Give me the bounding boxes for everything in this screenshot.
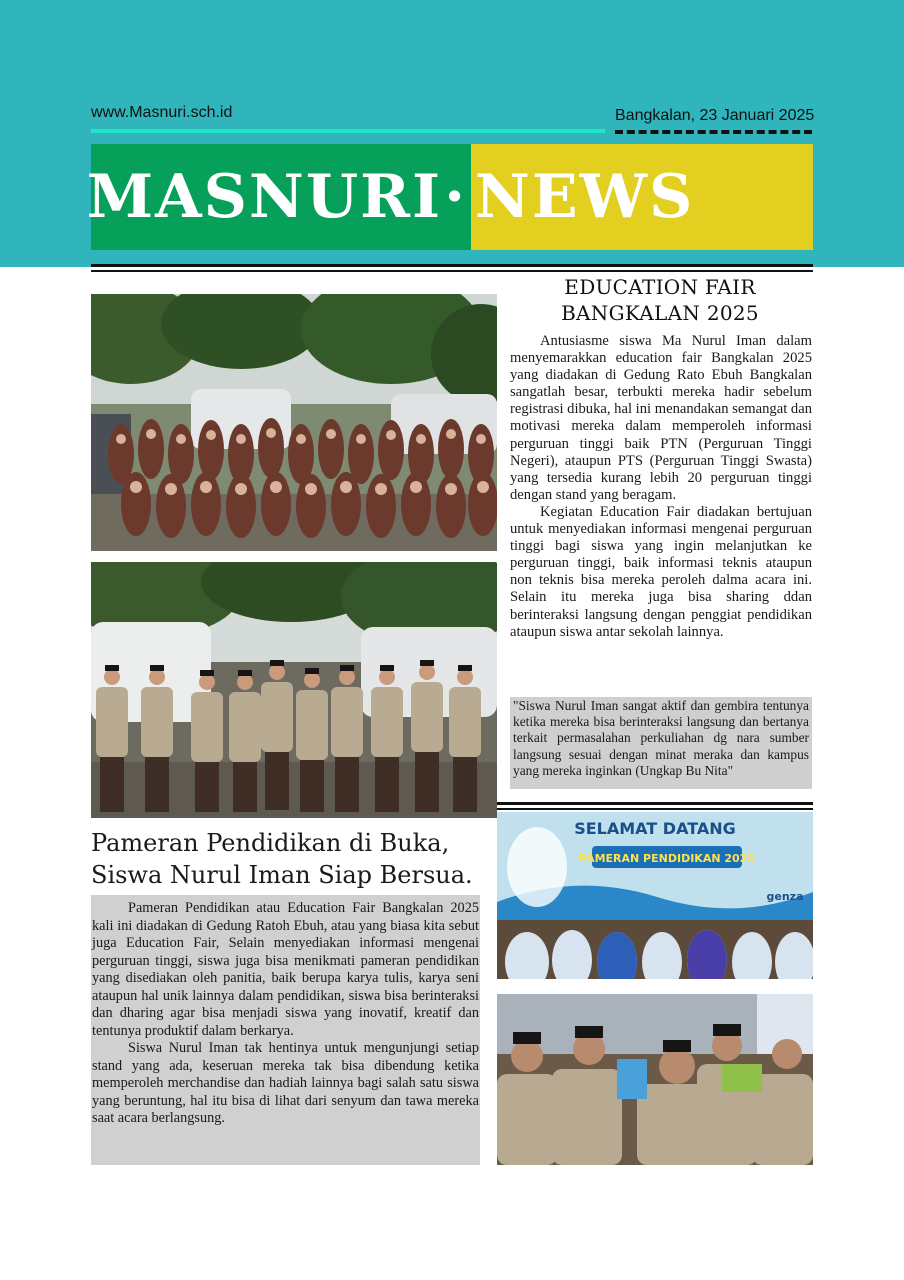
url-rule (91, 129, 605, 133)
masthead (86, 144, 813, 250)
left-article-paragraph-2: Siswa Nurul Iman tak hentinya untuk mengunjungi setiap stand yang ada, keseruan mereka tak bisa dibendung ketika memperoleh merchandise dan hadiah lainnya bagi salah satu siswa yang beruntung, hal itu bisa di lihat dari senyum dan tawa mereka saat acara berlangsung. (92, 1040, 479, 1126)
left-headline-line-1: Pameran Pendidikan di Buka, (91, 829, 450, 857)
left-article-body (91, 895, 480, 1165)
quote-box: "Siswa Nurul Iman sangat aktif dan gembira tentunya ketika mereka bisa berinteraksi langsung dan bertanya terkait permasalahan perkuliahan dg nara sumber langsung sesuai dengan minat meraka dan kampus yang mereka inginkan (Ungkap Bu Nita" (510, 697, 812, 789)
left-article-headline (91, 827, 491, 891)
left-headline-line-2: Siswa Nurul Iman Siap Bersua. (91, 861, 473, 889)
masthead-yellow-block (471, 144, 813, 250)
photo-female-students-group (91, 294, 497, 551)
photo-male-students-group (91, 562, 497, 818)
masthead-dot: · (444, 162, 465, 232)
mid-rule-thick (497, 802, 813, 805)
right-article-body (510, 333, 812, 641)
masthead-masnuri: MASNURI (86, 162, 443, 232)
banner-brand: genza (766, 890, 804, 903)
right-article-paragraph-1: Antusiasme siswa Ma Nurul Iman dalam menyemarakkan education fair Bangkalan 2025 yang diadakan di Gedung Rato Ebuh Bangkalan sangatlah besar, terbukti mereka hadir sebelum registrasi dibuka, hal ini menandakan semangat dan motivasi mereka dalam memperoleh informasi perguruan tinggi baik PTN (Perguruan Tinggi Negeri), ataupun PTS (Perguruan Tinggi Swasta) yang tersedia kurang lebih 20 perguruan tinggi dengan stand yang beragam. (510, 333, 812, 503)
top-rule-thin (91, 270, 813, 272)
photo-welcome-banner (497, 812, 813, 979)
banner-subtitle: PAMERAN PENDIDIKAN 2025 (579, 852, 755, 865)
top-rule-thick (91, 264, 813, 267)
right-headline-line-2: BANGKALAN 2025 (561, 301, 759, 325)
mid-rule-thin (497, 808, 813, 810)
banner-title: SELAMAT DATANG (574, 819, 736, 838)
left-article-paragraph-1: Pameran Pendidikan atau Education Fair Bangkalan 2025 kali ini diadakan di Gedung Ratoh Ebuh, atau yang biasa kita sebut juga Education Fair, Selain menyediakan informasi mengenai perguruan tinggi, siswa juga bisa menikmati pameran pendidikan yang disediakan oleh panitia, baik berupa karya tulis, karya seni ataupun hal unik lainnya dalam pendidikan, siswa bisa berinteraksi dan dharing agar bisa menjadi siswa yang inovatif, kreatif dan tentunya produktif dalam berkarya. (92, 900, 479, 1039)
right-headline-line-1: EDUCATION FAIR (564, 275, 756, 299)
masthead-green-block (86, 144, 471, 250)
right-article-paragraph-2: Kegiatan Education Fair diadakan bertujuan untuk menyediakan informasi mengenai perguruan tinggi bagi siswa yang ingin melanjutkan ke perguruan tinggi, baik informasi teknis ataupun non teknis bisa mereka peroleh dalma acara ini. Selain itu mereka juga bisa sharing ddan berinteraksi langsung dengan penggiat pendidikan ataupun siswa antar sekolah lainnya. (510, 503, 812, 640)
photo-students-merchandise (497, 994, 813, 1165)
issue-date: Bangkalan, 23 Januari 2025 (615, 107, 815, 124)
right-article-headline (510, 274, 810, 326)
masthead-news: NEWS (475, 162, 695, 232)
date-dashed-rule (615, 130, 812, 134)
site-url[interactable]: www.Masnuri.sch.id (91, 104, 233, 121)
